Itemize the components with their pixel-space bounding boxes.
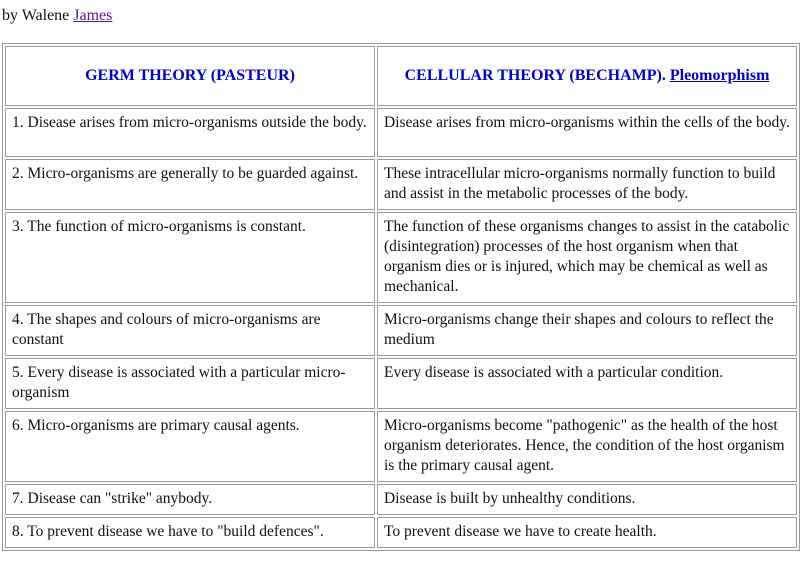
- cellular-cell: The function of these organisms changes to assist in the catabolic (disintegration) processes of the host organism when that organism dies or is injured, which may be chemical as well as mechanical.: [377, 212, 797, 303]
- cellular-theory-title: CELLULAR THEORY (BECHAMP).: [404, 67, 666, 84]
- germ-cell: 1. Disease arises from micro-organisms outside the body.: [5, 108, 375, 157]
- cellular-theory-header: [377, 46, 797, 106]
- theory-comparison-table: [2, 43, 800, 551]
- germ-cell: 3. The function of micro-organisms is constant.: [5, 212, 375, 303]
- cellular-cell: These intracellular micro-organisms normally function to build and assist in the metabolic processes of the body.: [377, 159, 797, 210]
- byline: [2, 6, 112, 26]
- table-header-row: [5, 46, 797, 106]
- germ-cell: 5. Every disease is associated with a particular micro-organism: [5, 358, 375, 409]
- germ-cell: 8. To prevent disease we have to "build defences".: [5, 517, 375, 548]
- table-row: [5, 411, 797, 482]
- table-row: [5, 108, 797, 157]
- author-link[interactable]: James: [73, 7, 113, 24]
- germ-theory-header: GERM THEORY (PASTEUR): [5, 46, 375, 106]
- cellular-cell: Micro-organisms change their shapes and colours to reflect the medium: [377, 305, 797, 356]
- table-row: [5, 517, 797, 548]
- cellular-cell: Disease is built by unhealthy conditions.: [377, 484, 797, 515]
- byline-prefix: by Walene: [2, 7, 70, 24]
- cellular-cell: Every disease is associated with a particular condition.: [377, 358, 797, 409]
- table-row: [5, 159, 797, 210]
- table-row: [5, 212, 797, 303]
- germ-cell: 2. Micro-organisms are generally to be guarded against.: [5, 159, 375, 210]
- cellular-cell: To prevent disease we have to create health.: [377, 517, 797, 548]
- germ-cell: 4. The shapes and colours of micro-organisms are constant: [5, 305, 375, 356]
- germ-cell: 7. Disease can "strike" anybody.: [5, 484, 375, 515]
- table-row: [5, 358, 797, 409]
- table-row: [5, 305, 797, 356]
- pleomorphism-link[interactable]: Pleomorphism: [669, 67, 770, 84]
- cellular-cell: Micro-organisms become "pathogenic" as the health of the host organism deteriorates. Hence, the condition of the host organism is the primary causal agent.: [377, 411, 797, 482]
- cellular-cell: Disease arises from micro-organisms within the cells of the body.: [377, 108, 797, 157]
- germ-cell: 6. Micro-organisms are primary causal agents.: [5, 411, 375, 482]
- table-row: [5, 484, 797, 515]
